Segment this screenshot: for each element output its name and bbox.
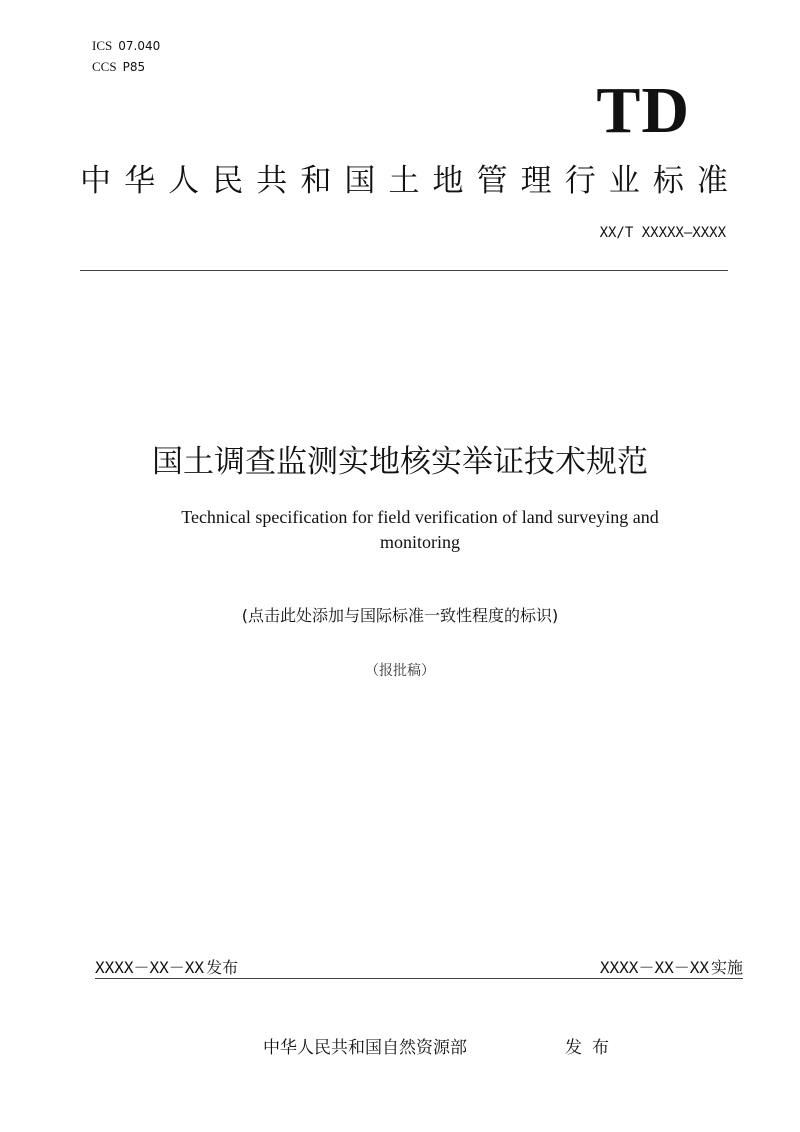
- ics-code: [92, 38, 160, 54]
- publish-date-value: XXXX－XX－XX: [95, 958, 205, 977]
- ics-value: 07.040: [118, 39, 161, 53]
- title-english: [150, 505, 690, 555]
- implement-label: 实施: [710, 958, 743, 977]
- ccs-code: [92, 59, 145, 75]
- standard-category: [80, 155, 728, 200]
- category-char: 民: [212, 163, 244, 199]
- standard-number: XX/T XXXXX—XXXX: [599, 225, 726, 241]
- category-char: 管: [476, 163, 508, 199]
- category-char: 和: [300, 163, 332, 199]
- title-english-line: monitoring: [380, 532, 460, 552]
- title-chinese: 国土调查监测实地核实举证技术规范: [152, 444, 648, 480]
- title-english-line: Technical specification for field verification of land surveying and: [181, 507, 659, 527]
- category-char: 中: [80, 163, 111, 199]
- publish-date: [95, 955, 238, 978]
- category-char: 理: [520, 163, 552, 199]
- category-char: 标: [652, 163, 684, 199]
- implement-date: [600, 955, 743, 978]
- category-char: 华: [124, 163, 156, 199]
- issuing-authority: 中华人民共和国自然资源部: [263, 1038, 467, 1058]
- draft-status: （报批稿）: [365, 663, 435, 679]
- bottom-divider: [95, 978, 743, 979]
- category-char: 国: [344, 163, 376, 199]
- category-char: 土: [388, 163, 420, 199]
- issue-label: 发布: [565, 1038, 619, 1058]
- consistency-note[interactable]: (点击此处添加与国际标准一致性程度的标识): [241, 606, 559, 625]
- ccs-value: P85: [122, 60, 146, 74]
- top-divider: [80, 270, 728, 271]
- category-char: 业: [608, 163, 640, 199]
- implement-date-value: XXXX－XX－XX: [599, 958, 709, 977]
- category-char: 行: [564, 163, 596, 199]
- category-char: 共: [256, 163, 288, 199]
- category-char: 准: [696, 163, 728, 199]
- publish-label: 发布: [206, 958, 239, 977]
- category-char: 地: [432, 163, 464, 199]
- category-char: 人: [168, 163, 200, 199]
- ccs-label: CCS: [92, 59, 117, 74]
- ics-label: ICS: [92, 38, 113, 53]
- td-logo: TD: [596, 74, 690, 147]
